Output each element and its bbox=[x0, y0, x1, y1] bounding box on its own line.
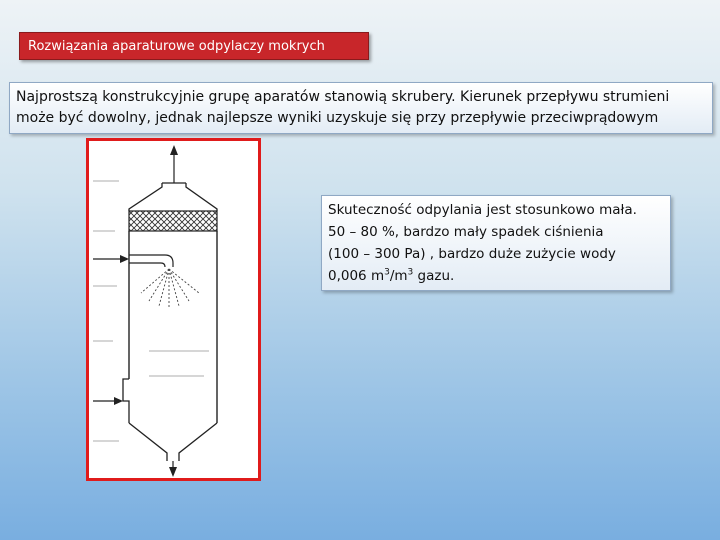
note-line-4-mid: /m bbox=[389, 268, 408, 284]
note-line-4-suffix: gazu. bbox=[413, 268, 455, 284]
slide-title-text: Rozwiązania aparaturowe odpylaczy mokrych bbox=[28, 39, 325, 54]
intro-line-1: Najprostszą konstrukcyjnie grupę aparatów stanowią skrubery. Kierunek przepływu strumieni bbox=[16, 89, 670, 105]
efficiency-note-box bbox=[321, 195, 671, 291]
intro-text-box bbox=[9, 82, 713, 134]
note-line-1: Skuteczność odpylania jest stosunkowo mała. bbox=[328, 202, 637, 218]
note-line-4-sup-2: 3 bbox=[407, 267, 414, 278]
note-line-4-prefix: 0,006 m bbox=[328, 268, 385, 284]
intro-line-2: może być dowolny, jednak najlepsze wyniki uzyskuje się przy przepływie przeciwprądowym bbox=[16, 110, 659, 126]
note-line-2: 50 – 80 %, bardzo mały spadek ciśnienia bbox=[328, 224, 604, 240]
slide-title bbox=[19, 32, 369, 60]
note-line-4 bbox=[328, 265, 664, 287]
scrubber-diagram-icon bbox=[89, 141, 258, 478]
scrubber-diagram bbox=[86, 138, 261, 481]
note-line-3: (100 – 300 Pa) , bardzo duże zużycie wody bbox=[328, 246, 616, 262]
note-line-4-sup-1: 3 bbox=[384, 267, 390, 278]
